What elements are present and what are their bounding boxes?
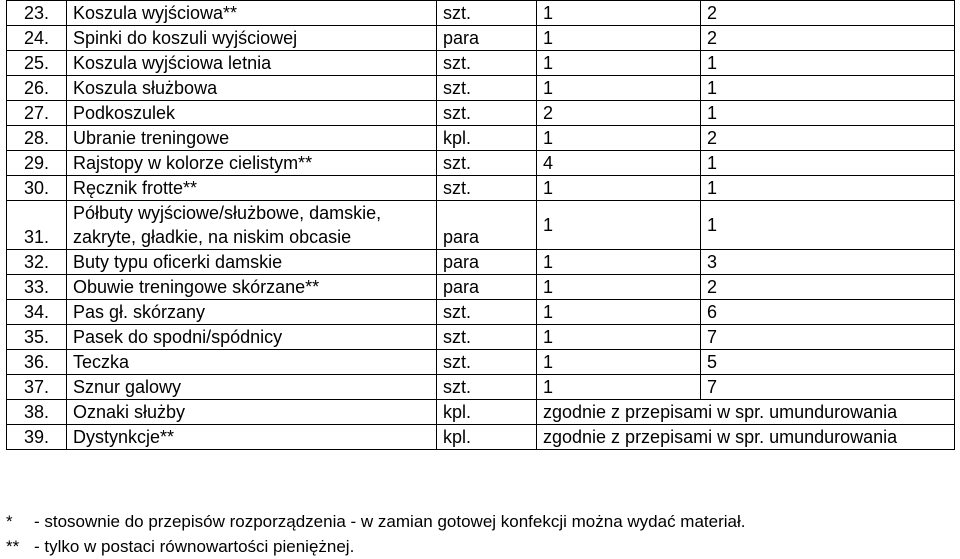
table-row	[7, 425, 955, 450]
item-quantity: 1	[537, 76, 701, 101]
item-unit: kpl.	[437, 400, 537, 425]
item-name: Ręcznik frotte**	[67, 176, 437, 201]
item-unit: szt.	[437, 1, 537, 26]
item-unit: kpl.	[437, 126, 537, 151]
item-period: 2	[701, 126, 955, 151]
item-period: 2	[701, 26, 955, 51]
table-row	[7, 101, 955, 126]
table-row	[7, 176, 955, 201]
table-row	[7, 26, 955, 51]
item-name: Pasek do spodni/spódnicy	[67, 325, 437, 350]
item-unit: szt.	[437, 325, 537, 350]
table-row	[7, 275, 955, 300]
item-number: 38.	[7, 400, 67, 425]
item-unit: para	[437, 275, 537, 300]
item-quantity: 1	[537, 325, 701, 350]
item-name: Ubranie treningowe	[67, 126, 437, 151]
item-number: 32.	[7, 250, 67, 275]
item-name: Dystynkcje**	[67, 425, 437, 450]
table-row	[7, 375, 955, 400]
table-row	[7, 126, 955, 151]
table-row	[7, 51, 955, 76]
item-name: Rajstopy w kolorze cielistym**	[67, 151, 437, 176]
item-number: 24.	[7, 26, 67, 51]
item-quantity: 1	[537, 275, 701, 300]
footnote	[6, 509, 746, 534]
item-name: Podkoszulek	[67, 101, 437, 126]
table-row	[7, 400, 955, 425]
item-unit: szt.	[437, 375, 537, 400]
item-number: 30.	[7, 176, 67, 201]
item-unit: szt.	[437, 51, 537, 76]
footnote-mark: *	[6, 512, 13, 531]
item-unit: szt.	[437, 350, 537, 375]
item-number: 35.	[7, 325, 67, 350]
item-name: Sznur galowy	[67, 375, 437, 400]
item-name: Obuwie treningowe skórzane**	[67, 275, 437, 300]
item-note: zgodnie z przepisami w spr. umundurowania	[537, 400, 955, 425]
item-name: Oznaki służby	[67, 400, 437, 425]
item-period: 3	[701, 250, 955, 275]
footnote-text: - stosownie do przepisów rozporządzenia - w zamian gotowej konfekcji można wydać materiał.	[34, 512, 746, 531]
item-number: 37.	[7, 375, 67, 400]
item-unit: para	[437, 26, 537, 51]
item-number: 26.	[7, 76, 67, 101]
item-unit: szt.	[437, 76, 537, 101]
item-quantity: 2	[537, 101, 701, 126]
item-name: Buty typu oficerki damskie	[67, 250, 437, 275]
item-period: 2	[701, 275, 955, 300]
item-name: Półbuty wyjściowe/służbowe, damskie, zakryte, gładkie, na niskim obcasie	[67, 201, 437, 250]
uniform-items-table	[6, 0, 955, 450]
item-number: 34.	[7, 300, 67, 325]
item-name: Koszula służbowa	[67, 76, 437, 101]
item-period: 2	[701, 1, 955, 26]
item-period: 7	[701, 325, 955, 350]
item-number: 28.	[7, 126, 67, 151]
item-name: Spinki do koszuli wyjściowej	[67, 26, 437, 51]
item-name: Koszula wyjściowa**	[67, 1, 437, 26]
item-unit: szt.	[437, 176, 537, 201]
item-quantity: 1	[537, 250, 701, 275]
item-number: 33.	[7, 275, 67, 300]
item-quantity: 1	[537, 26, 701, 51]
item-number: 27.	[7, 101, 67, 126]
item-number: 31.	[7, 201, 67, 250]
item-period: 1	[701, 76, 955, 101]
item-quantity: 4	[537, 151, 701, 176]
footnote-mark: **	[6, 537, 20, 556]
item-period: 1	[701, 176, 955, 201]
item-quantity: 1	[537, 176, 701, 201]
item-quantity: 1	[537, 350, 701, 375]
item-number: 36.	[7, 350, 67, 375]
item-quantity: 1	[537, 375, 701, 400]
item-name: Koszula wyjściowa letnia	[67, 51, 437, 76]
item-number: 23.	[7, 1, 67, 26]
item-number: 25.	[7, 51, 67, 76]
item-quantity: 1	[537, 1, 701, 26]
item-period: 6	[701, 300, 955, 325]
table-row	[7, 350, 955, 375]
item-number: 39.	[7, 425, 67, 450]
item-period: 1	[701, 51, 955, 76]
item-name: Teczka	[67, 350, 437, 375]
item-period: 1	[701, 101, 955, 126]
item-unit: para	[437, 250, 537, 275]
item-unit: para	[437, 201, 537, 250]
item-period: 1	[701, 201, 955, 250]
item-quantity: 1	[537, 201, 701, 250]
item-name: Pas gł. skórzany	[67, 300, 437, 325]
item-period: 1	[701, 151, 955, 176]
item-unit: szt.	[437, 300, 537, 325]
table-row	[7, 201, 955, 250]
item-quantity: 1	[537, 126, 701, 151]
item-quantity: 1	[537, 51, 701, 76]
item-number: 29.	[7, 151, 67, 176]
footnotes	[6, 509, 746, 559]
table-row	[7, 151, 955, 176]
item-unit: szt.	[437, 101, 537, 126]
table-row	[7, 325, 955, 350]
footnote-text: - tylko w postaci równowartości pieniężnej.	[34, 537, 355, 556]
item-period: 7	[701, 375, 955, 400]
footnote	[6, 534, 746, 559]
item-unit: szt.	[437, 151, 537, 176]
table-row	[7, 300, 955, 325]
table-row	[7, 250, 955, 275]
table-row	[7, 76, 955, 101]
table-body	[7, 1, 955, 450]
item-note: zgodnie z przepisami w spr. umundurowania	[537, 425, 955, 450]
item-unit: kpl.	[437, 425, 537, 450]
item-period: 5	[701, 350, 955, 375]
table-row	[7, 1, 955, 26]
item-quantity: 1	[537, 300, 701, 325]
